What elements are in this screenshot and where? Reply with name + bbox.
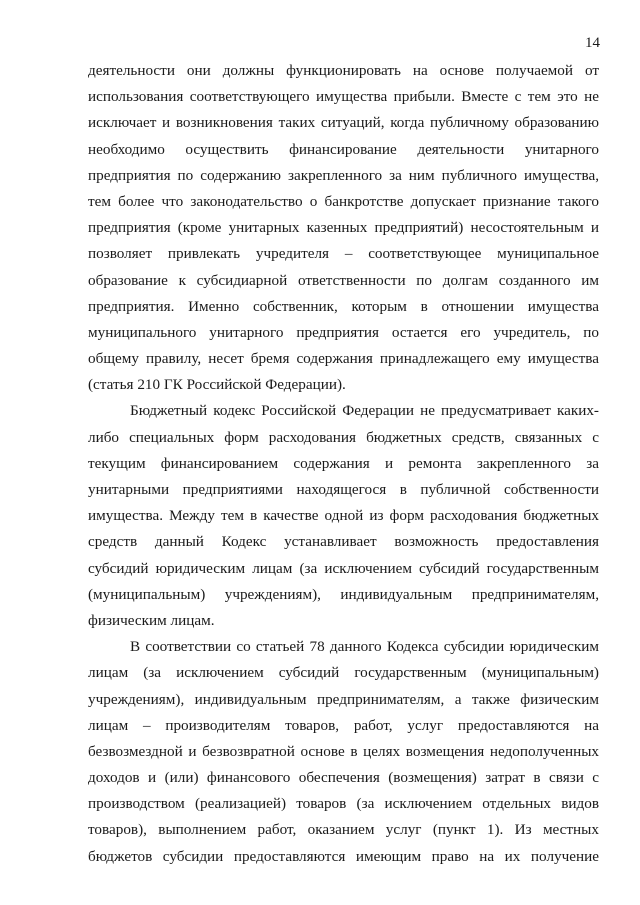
- text-line: либо специальных форм расходования бюджетных средств, связанных с: [88, 428, 599, 446]
- text-line: бюджетов субсидии предоставляются имеющим право на их получение: [88, 847, 599, 865]
- text-line: доходов и (или) финансового обеспечения (возмещения) затрат в связи с: [88, 769, 599, 787]
- text-line: текущим финансированием содержания и ремонта закрепленного за: [88, 454, 599, 472]
- text-line: товаров), выполнением работ, оказанием услуг (пункт 1). Из местных: [88, 821, 599, 839]
- text-line: средств данный Кодекс устанавливает возможность предоставления: [88, 533, 599, 551]
- text-line: (статья 210 ГК Российской Федерации).: [88, 376, 346, 394]
- text-line: имущества. Между тем в качестве одной из форм расходования бюджетных: [88, 507, 599, 525]
- text-line: лицам (за исключением субсидий государственным (муниципальным): [88, 664, 599, 682]
- text-line: предприятия. Именно собственник, которым в отношении имущества: [88, 297, 599, 315]
- text-line: Бюджетный кодекс Российской Федерации не предусматривает каких-: [130, 402, 599, 420]
- paragraph: [88, 58, 599, 398]
- text-line: учреждениям), индивидуальным предпринимателям, а также физическим: [88, 690, 599, 708]
- text-line: позволяет привлекать учредителя – соответствующее муниципальное: [88, 245, 599, 263]
- text-line: В соответствии со статьей 78 данного Кодекса субсидии юридическим: [130, 638, 599, 656]
- text-line: лицам – производителям товаров, работ, услуг предоставляются на: [88, 716, 599, 734]
- text-line: деятельности они должны функционировать на основе получаемой от: [88, 62, 599, 79]
- text-line: унитарными предприятиями находящегося в публичной собственности: [88, 481, 599, 498]
- text-line: использования соответствующего имущества прибыли. Вместе с тем это не: [88, 88, 599, 106]
- text-line: безвозмездной и безвозвратной основе в целях возмещения недополученных: [88, 742, 599, 760]
- text-line: субсидий юридическим лицам (за исключением субсидий государственным: [88, 559, 599, 577]
- text-line: образование к субсидиарной ответственности по долгам созданного им: [88, 271, 599, 289]
- paragraph: [88, 634, 599, 870]
- text-line: (муниципальным) учреждениям), индивидуальным предпринимателям,: [88, 585, 599, 603]
- text-line: физическим лицам.: [88, 611, 215, 629]
- text-line: исключает и возникновения таких ситуаций, когда публичному образованию: [88, 114, 599, 132]
- text-line: предприятия (кроме унитарных казенных предприятий) несостоятельным и: [88, 219, 599, 237]
- text-line: предприятия по содержанию закрепленного за ним публичного имущества,: [88, 166, 599, 184]
- text-line: необходимо осуществить финансирование деятельности унитарного: [88, 140, 599, 158]
- body-text: [88, 58, 599, 870]
- text-line: производством (реализацией) товаров (за исключением отдельных видов: [88, 795, 599, 813]
- page-number: 14: [585, 35, 600, 51]
- text-line: тем более что законодательство о банкротстве допускает признание такого: [88, 192, 599, 210]
- text-line: муниципального унитарного предприятия остается его учредитель, по: [88, 323, 599, 341]
- text-line: общему правилу, несет бремя содержания принадлежащего ему имущества: [88, 350, 599, 368]
- paragraph: [88, 398, 599, 634]
